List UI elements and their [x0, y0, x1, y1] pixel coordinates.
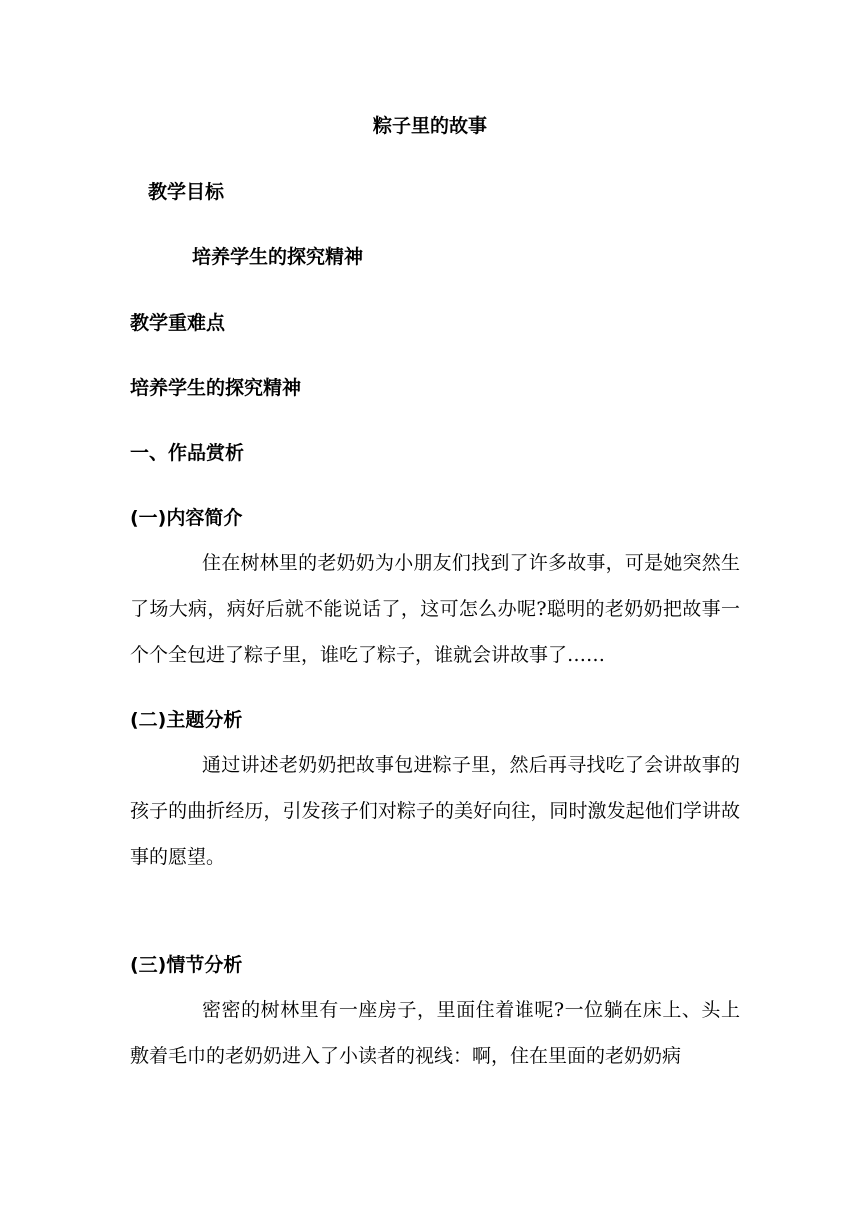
key-points-text: 培养学生的探究精神 — [130, 377, 302, 399]
content-intro-heading: (一)内容简介 — [130, 507, 243, 529]
plot-analysis-heading: (三)情节分析 — [130, 954, 243, 976]
objectives-text: 培养学生的探究精神 — [192, 246, 364, 268]
objectives-heading: 教学目标 — [148, 181, 225, 203]
content-intro-paragraph: 住在树林里的老奶奶为小朋友们找到了许多故事，可是她突然生了场大病，病好后就不能说话了，这可怎么办呢?聪明的老奶奶把故事一个个全包进了粽子里，谁吃了粽子，谁就会讲故事了…… — [130, 552, 740, 666]
section-one-heading: 一、作品赏析 — [130, 442, 245, 464]
key-points-heading: 教学重难点 — [130, 312, 226, 334]
document-title: 粽子里的故事 — [372, 115, 487, 137]
theme-analysis-heading: (二)主题分析 — [130, 709, 243, 731]
plot-analysis-paragraph: 密密的树林里有一座房子，里面住着谁呢?一位躺在床上、头上敷着毛巾的老奶奶进入了小读者的视线：啊，住在里面的老奶奶病 — [130, 999, 740, 1067]
theme-analysis-paragraph: 通过讲述老奶奶把故事包进粽子里，然后再寻找吃了会讲故事的孩子的曲折经历，引发孩子们对粽子的美好向往，同时激发起他们学讲故事的愿望。 — [130, 754, 740, 868]
